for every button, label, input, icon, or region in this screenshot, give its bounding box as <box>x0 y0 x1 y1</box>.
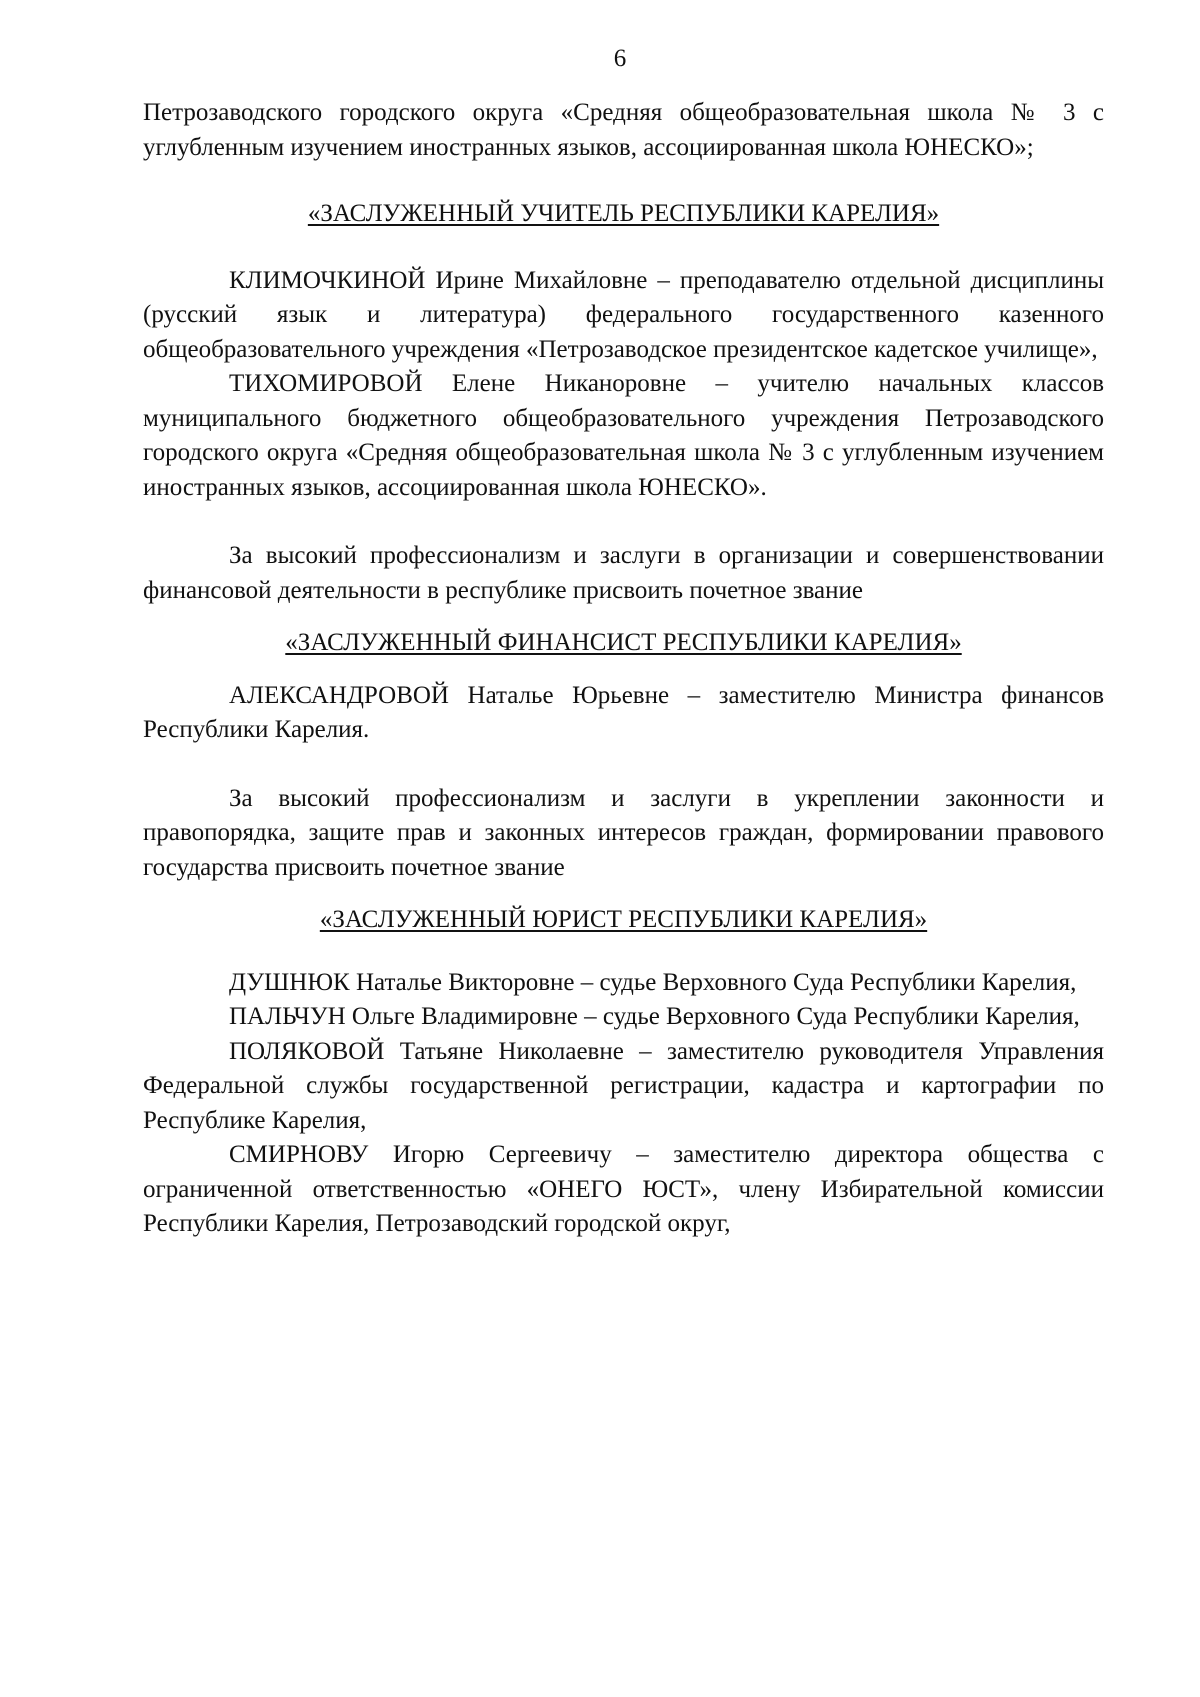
paragraph-finance-award-intro: За высокий профессионализм и заслуги в организации и совершенствовании финансовой деятельности в республике присвоить почетное звание <box>143 542 1104 604</box>
paragraph-palchun: ПАЛЬЧУН Ольге Владимировне – судье Верховного Суда Республики Карелия, <box>229 1003 1080 1030</box>
paragraph-aleksandrova: АЛЕКСАНДРОВОЙ Наталье Юрьевне – заместителю Министра финансов Республики Карелия. <box>143 681 1104 743</box>
page-number: 6 <box>613 45 627 72</box>
paragraph-polyakova: ПОЛЯКОВОЙ Татьяне Николаевне – заместителю руководителя Управления Федеральной службы государственной регистрации, кадастра и картографии по Республике Карелия, <box>143 1037 1104 1134</box>
paragraph-continuation: Петрозаводского городского округа «Средняя общеобразовательная школа № 3 с углубленным изучением иностранных языков, ассоциированная школа ЮНЕСКО»; <box>143 99 1104 161</box>
paragraph-smirnov: СМИРНОВУ Игорю Сергеевичу – заместителю директора общества с ограниченной ответственностью «ОНЕГО ЮСТ», члену Избирательной комиссии Республики Карелия, Петрозаводский городской округ, <box>143 1141 1104 1237</box>
paragraph-dushnyuk: ДУШНЮК Наталье Викторовне – судье Верховного Суда Республики Карелия, <box>229 968 1077 996</box>
heading-honored-teacher: «ЗАСЛУЖЕННЫЙ УЧИТЕЛЬ РЕСПУБЛИКИ КАРЕЛИЯ» <box>307 200 940 227</box>
paragraph-klimochkina: КЛИМОЧКИНОЙ Ирине Михайловне – преподавателю отдельной дисциплины (русский язык и литература) федерального государственного казенного общеобразовательного учреждения «Петрозаводское президентское кадетское училище», <box>143 266 1104 363</box>
document-body <box>143 96 1104 1242</box>
heading-honored-financier: «ЗАСЛУЖЕННЫЙ ФИНАНСИСТ РЕСПУБЛИКИ КАРЕЛИЯ» <box>285 629 962 656</box>
heading-honored-lawyer: «ЗАСЛУЖЕННЫЙ ЮРИСТ РЕСПУБЛИКИ КАРЕЛИЯ» <box>319 906 928 933</box>
paragraph-tikhomirova: ТИХОМИРОВОЙ Елене Никаноровне – учителю начальных классов муниципального бюджетного общеобразовательного учреждения Петрозаводского городского округа «Средняя общеобразовательная школа № 3 с углубленным изучением иностранных языков, ассоциированная школа ЮНЕСКО». <box>143 370 1104 501</box>
paragraph-lawyer-award-intro: За высокий профессионализм и заслуги в укреплении законности и правопорядка, защите прав и законных интересов граждан, формировании правового государства присвоить почетное звание <box>143 784 1104 881</box>
